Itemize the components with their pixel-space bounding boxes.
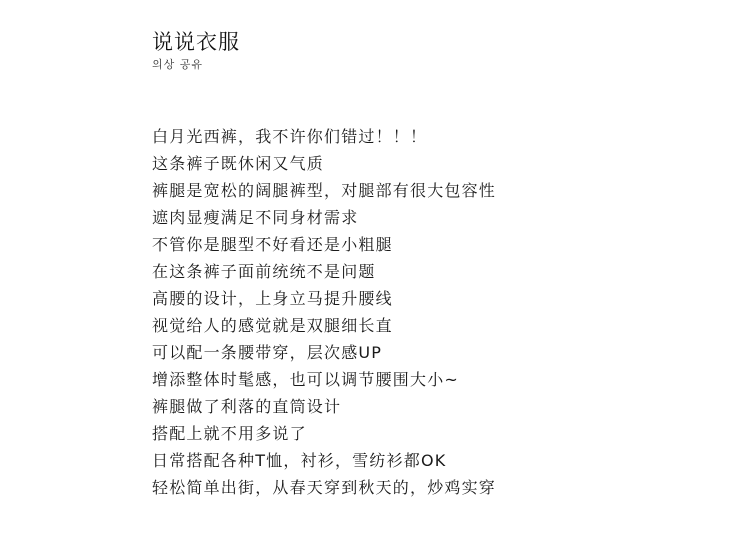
post-body: [152, 123, 496, 501]
body-line: 搭配上就不用多说了: [152, 424, 307, 443]
body-line: 遮肉显瘦满足不同身材需求: [152, 208, 359, 227]
body-line: 日常搭配各种T恤，衬衫，雪纺衫都OK: [152, 451, 447, 470]
body-line: 裤腿做了利落的直筒设计: [152, 397, 342, 416]
body-line: 裤腿是宽松的阔腿裤型，对腿部有很大包容性: [152, 181, 497, 200]
body-line: 在这条裤子面前统统不是问题: [152, 262, 376, 281]
body-line: 这条裤子既休闲又气质: [152, 154, 325, 173]
post-subtitle: 의상 공유: [152, 58, 204, 71]
body-line: 高腰的设计，上身立马提升腰线: [152, 289, 393, 308]
post-title: 说说衣服: [152, 30, 240, 54]
body-line: 不管你是腿型不好看还是小粗腿: [152, 235, 393, 254]
post-header: [152, 28, 240, 72]
body-line: 白月光西裤，我不许你们错过！！！: [152, 127, 428, 146]
body-line: 可以配一条腰带穿，层次感UP: [152, 343, 383, 362]
body-line: 增添整体时髦感，也可以调节腰围大小~: [152, 370, 460, 389]
body-line: 视觉给人的感觉就是双腿细长直: [152, 316, 393, 335]
body-line: 轻松简单出街，从春天穿到秋天的，炒鸡实穿: [152, 478, 497, 497]
